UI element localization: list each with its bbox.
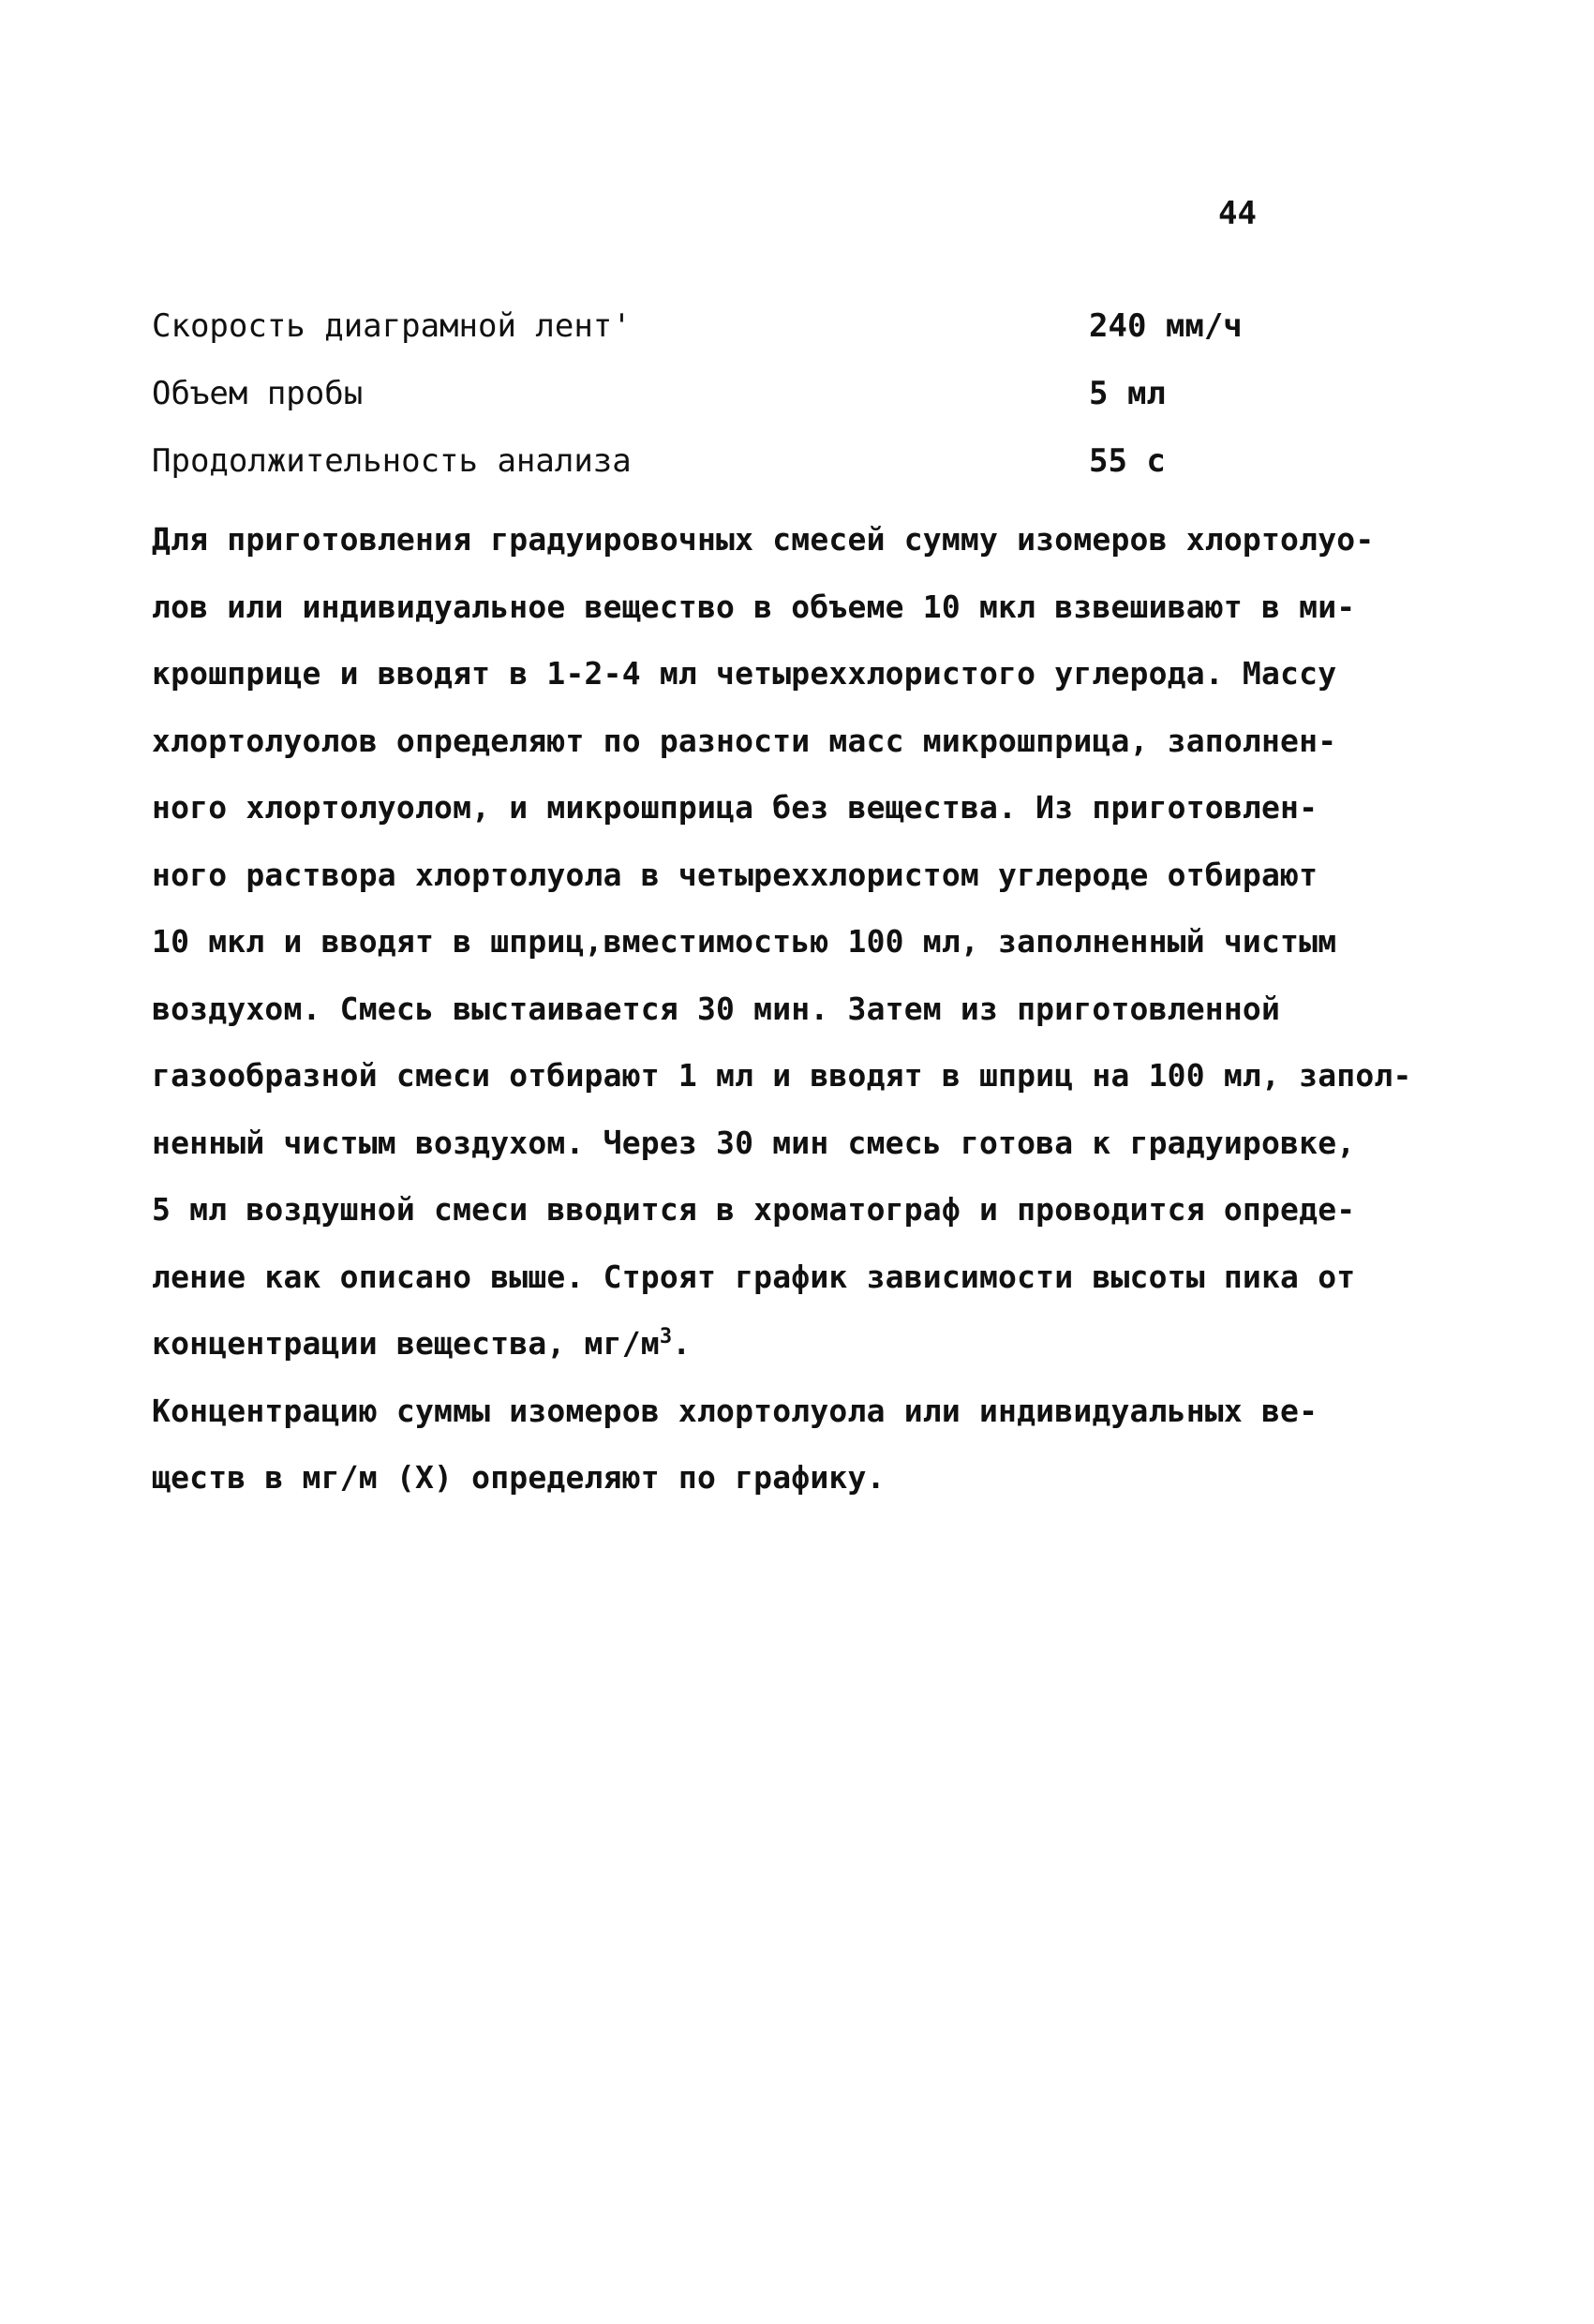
text-line-main: концентрации вещества, мг/м bbox=[152, 1325, 660, 1362]
text-line: ного раствора хлортолуола в четыреххлористом углероде отбирают bbox=[152, 856, 1318, 893]
text-line: ление как описано выше. Строят график зависимости высоты пика от bbox=[152, 1258, 1356, 1295]
text-line: воздухом. Смесь выстаивается 30 мин. Затем из приготовленной bbox=[152, 990, 1281, 1027]
page-number: 44 bbox=[1218, 195, 1257, 232]
text-line: крошприце и вводят в 1-2-4 мл четыреххлористого углерода. Массу bbox=[152, 655, 1337, 692]
param-value: 240 мм/ч bbox=[1089, 307, 1243, 345]
paragraph-concentration bbox=[152, 1378, 1454, 1512]
text-line: ненный чистым воздухом. Через 30 мин смесь готова к градуировке, bbox=[152, 1124, 1356, 1161]
parameters-list bbox=[152, 307, 1314, 510]
param-row bbox=[152, 442, 1314, 510]
param-name: Скорость диаграмной лент' bbox=[152, 307, 632, 345]
text-line: хлортолуолов определяют по разности масс микрошприца, заполнен- bbox=[152, 722, 1337, 759]
text-line: Для приготовления градуировочных смесей сумму изомеров хлортолуо- bbox=[152, 521, 1375, 558]
param-row bbox=[152, 375, 1314, 442]
paragraph-preparation bbox=[152, 506, 1454, 1378]
text-line-last bbox=[152, 1310, 1454, 1378]
text-line: Концентрацию суммы изомеров хлортолуола или индивидуальных ве- bbox=[152, 1392, 1318, 1429]
text-line: лов или индивидуальное вещество в объеме 10 мкл взвешивают в ми- bbox=[152, 588, 1356, 625]
param-value: 5 мл bbox=[1089, 375, 1166, 412]
param-name: Объем пробы bbox=[152, 375, 364, 412]
text-line: газообразной смеси отбирают 1 мл и вводят в шприц на 100 мл, запол- bbox=[152, 1057, 1412, 1094]
text-line: ного хлортолуолом, и микрошприца без вещества. Из приготовлен- bbox=[152, 789, 1318, 826]
text-line: ществ в мг/м (X) определяют по графику. bbox=[152, 1459, 886, 1496]
param-value: 55 с bbox=[1089, 442, 1166, 480]
superscript-3: 3 bbox=[659, 1325, 673, 1348]
body-text bbox=[152, 506, 1454, 1512]
param-name: Продолжительность анализа bbox=[152, 442, 632, 480]
text-line-end: . bbox=[672, 1325, 692, 1362]
text-line: 10 мкл и вводят в шприц,вместимостью 100 мл, заполненный чистым bbox=[152, 923, 1337, 960]
param-row bbox=[152, 307, 1314, 375]
text-line: 5 мл воздушной смеси вводится в хроматограф и проводится опреде- bbox=[152, 1191, 1356, 1228]
